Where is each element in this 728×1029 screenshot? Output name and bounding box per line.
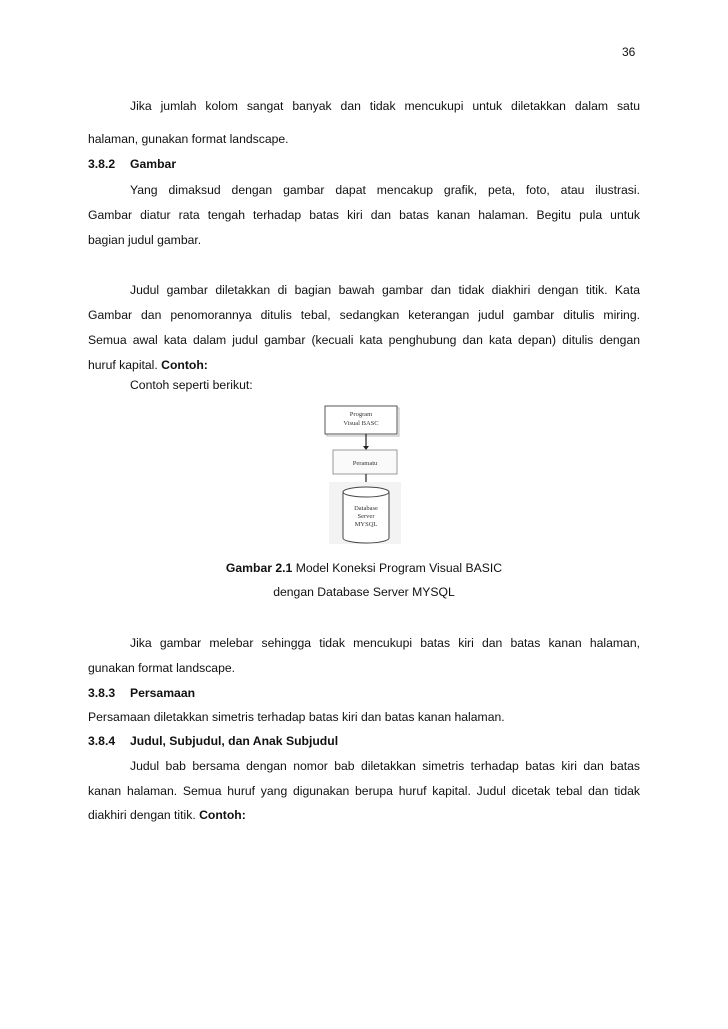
figure-caption	[0, 561, 728, 575]
section-heading-3-8-4	[88, 734, 338, 748]
page-number: 36	[622, 45, 636, 59]
section-heading-3-8-3	[88, 686, 195, 700]
database-label: Database	[354, 505, 378, 512]
section-number: 3.8.2	[88, 157, 116, 171]
paragraph-line: Persamaan diletakkan simetris terhadap batas kiri dan batas kanan halaman.	[88, 710, 505, 724]
caption-label: Gambar 2.1	[225, 561, 293, 575]
paragraph-line: gunakan format landscape.	[88, 661, 236, 675]
example-label: Contoh:	[199, 808, 246, 822]
text-run: diakhiri dengan titik.	[88, 808, 200, 822]
paragraph-line: Gambar dan penomorannya ditulis tebal, sedangkan keterangan judul gambar ditulis miring.	[88, 308, 640, 322]
peramatu-box-label: Peramatu	[352, 460, 378, 467]
figure-diagram	[323, 400, 413, 548]
section-number: 3.8.3	[88, 686, 116, 700]
database-cylinder-top	[343, 487, 389, 497]
section-title: Judul, Subjudul, dan Anak Subjudul	[130, 734, 339, 748]
database-label: MYSQL	[354, 521, 378, 528]
text-run: huruf kapital.	[88, 358, 162, 372]
paragraph-line	[88, 358, 640, 372]
section-title: Persamaan	[130, 686, 196, 700]
paragraph-line: kanan halaman. Semua huruf yang digunakan berupa huruf kapital. Judul dicetak tebal dan tidak	[88, 784, 640, 798]
paragraph-line: Gambar diatur rata tengah terhadap batas kiri dan batas kanan halaman. Begitu pula untuk	[88, 208, 640, 222]
program-box-label: Visual BASC	[343, 420, 379, 427]
paragraph-line: Semua awal kata dalam judul gambar (kecuali kata penghubung dan kata depan) ditulis dengan	[88, 333, 640, 347]
paragraph-line: Jika gambar melebar sehingga tidak mencukupi batas kiri dan batas kanan halaman,	[130, 636, 640, 650]
paragraph-line	[88, 808, 640, 822]
example-label: Contoh:	[161, 358, 208, 372]
section-number: 3.8.4	[88, 734, 116, 748]
section-heading-3-8-2	[88, 157, 176, 171]
paragraph-line: halaman, gunakan format landscape.	[88, 132, 289, 146]
connection-diagram	[323, 400, 413, 548]
paragraph-line: Contoh seperti berikut:	[130, 378, 253, 392]
paragraph-line: Judul gambar diletakkan di bagian bawah gambar dan tidak diakhiri dengan titik. Kata	[130, 283, 640, 297]
caption-text: Model Koneksi Program Visual BASIC	[292, 561, 503, 575]
paragraph-line: Judul bab bersama dengan nomor bab diletakkan simetris terhadap batas kiri dan batas	[130, 759, 640, 773]
database-label: Server	[357, 513, 375, 520]
paragraph-line: Jika jumlah kolom sangat banyak dan tidak mencukupi untuk diletakkan dalam satu	[130, 99, 640, 113]
paragraph-line: bagian judul gambar.	[88, 233, 202, 247]
paragraph-line: Yang dimaksud dengan gambar dapat mencakup grafik, peta, foto, atau ilustrasi.	[130, 183, 640, 197]
program-box-label: Program	[349, 411, 373, 418]
arrow-head-icon	[363, 446, 369, 450]
figure-caption-line2: dengan Database Server MYSQL	[273, 585, 455, 599]
section-title: Gambar	[130, 157, 177, 171]
